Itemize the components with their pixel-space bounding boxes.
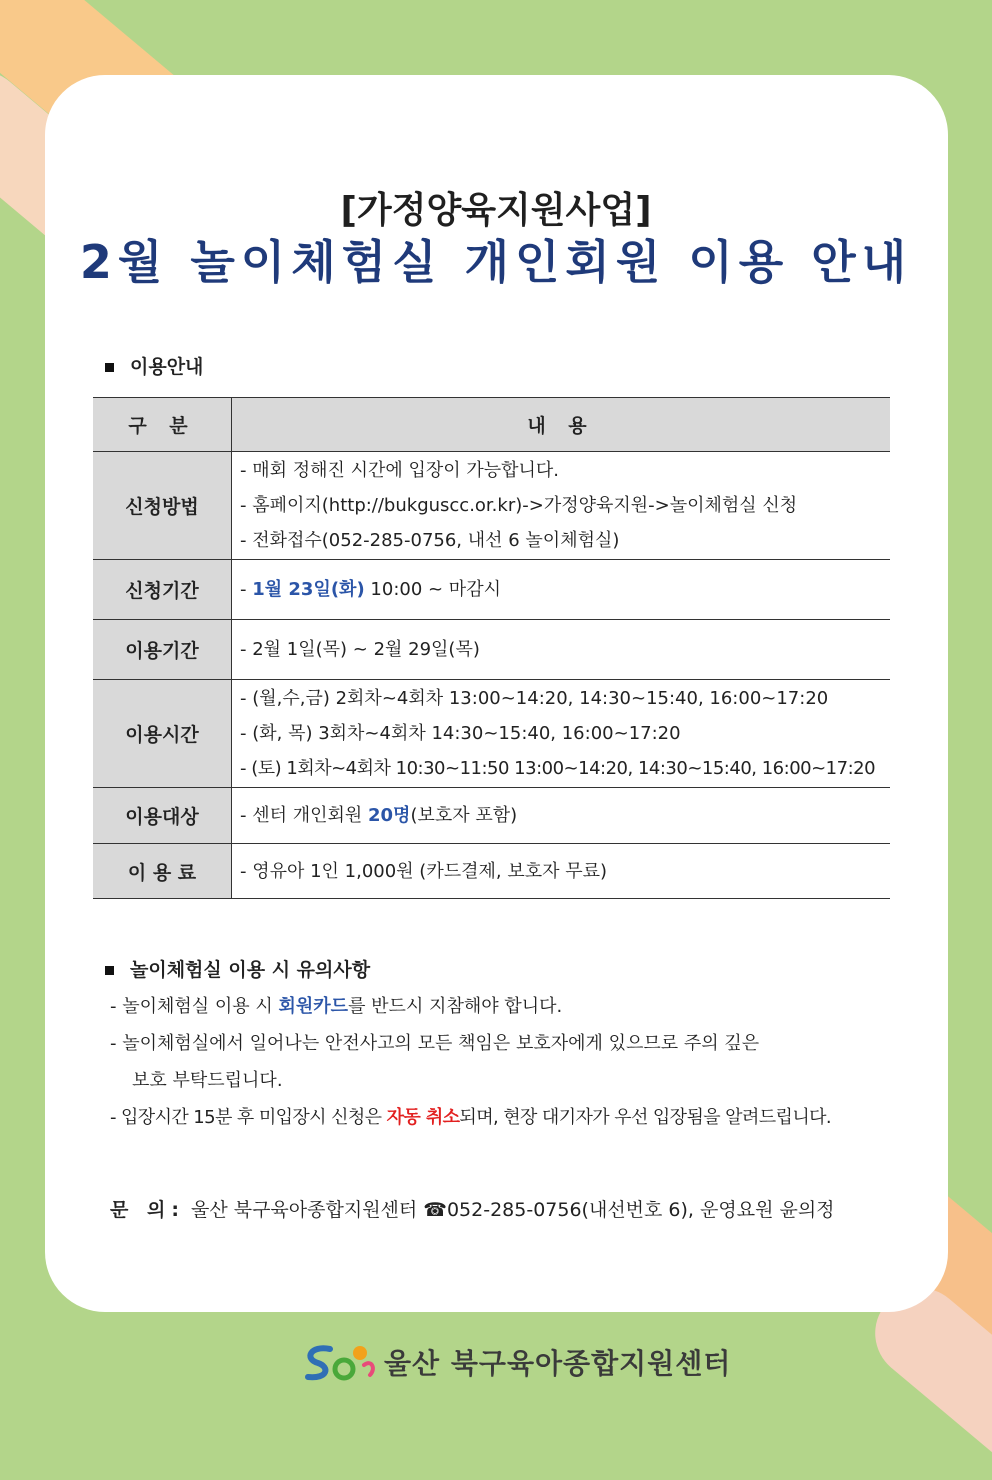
contact-label: 문 의: bbox=[110, 1199, 185, 1221]
bullet-square-icon bbox=[105, 363, 114, 372]
note-text: - 입장시간 15분 후 미입장시 신청은 bbox=[110, 1107, 387, 1128]
note-item-continued: 보호 부탁드립니다. bbox=[132, 1070, 283, 1091]
page-subtitle: [가정양육지원사업] bbox=[340, 190, 652, 231]
table-row bbox=[93, 560, 890, 620]
content-line: - 매회 정해진 시간에 입장이 가능합니다. bbox=[240, 460, 560, 481]
content-suffix: (보호자 포함) bbox=[410, 805, 518, 826]
row-content: - 영유아 1인 1,000원 (카드결제, 보호자 무료) bbox=[232, 844, 891, 899]
row-content bbox=[232, 680, 891, 788]
content-prefix: - 센터 개인회원 bbox=[240, 805, 368, 826]
table-row bbox=[93, 844, 890, 899]
page-title: 2월 놀이체험실 개인회원 이용 안내 bbox=[79, 235, 913, 289]
bullet-square-icon bbox=[105, 966, 114, 975]
row-label: 이용시간 bbox=[93, 680, 232, 788]
row-label: 이 용 료 bbox=[93, 844, 232, 899]
notes-heading-text: 놀이체험실 이용 시 유의사항 bbox=[130, 959, 371, 981]
content-line: - (토) 1회차~4회차 10:30~11:50 13:00~14:20, 14:30~15:40, 16:00~17:20 bbox=[240, 758, 876, 779]
row-label: 이용기간 bbox=[93, 620, 232, 680]
note-text: 되며, 현장 대기자가 우선 입장됨을 알려드립니다. bbox=[459, 1107, 832, 1128]
content-line: - 홈페이지(http://bukguscc.or.kr)->가정양육지원->놀이체험실 신청 bbox=[240, 495, 798, 516]
row-content bbox=[232, 788, 891, 844]
note-item: - 놀이체험실에서 일어나는 안전사고의 모든 책임은 보호자에게 있으므로 주의 깊은 bbox=[110, 1033, 760, 1054]
content-line: - (화, 목) 3회차~4회차 14:30~15:40, 16:00~17:20 bbox=[240, 723, 681, 744]
contact-info bbox=[110, 1195, 835, 1222]
capacity-highlight: 20명 bbox=[368, 805, 411, 826]
auto-cancel-highlight: 자동 취소 bbox=[386, 1107, 460, 1128]
member-card-highlight: 회원카드 bbox=[278, 996, 349, 1017]
usage-heading-text: 이용안내 bbox=[130, 356, 204, 378]
table-header-row bbox=[93, 398, 890, 452]
content-prefix: - bbox=[240, 579, 253, 600]
usage-section-heading bbox=[105, 352, 203, 379]
row-label: 신청방법 bbox=[93, 452, 232, 560]
row-content: - 2월 1일(목) ~ 2월 29일(목) bbox=[232, 620, 891, 680]
content-suffix: 10:00 ~ 마감시 bbox=[364, 579, 501, 600]
row-label: 신청기간 bbox=[93, 560, 232, 620]
table-row bbox=[93, 680, 890, 788]
content-line: - (월,수,금) 2회차~4회차 13:00~14:20, 14:30~15:40, 16:00~17:20 bbox=[240, 688, 829, 709]
header-category: 구 분 bbox=[93, 398, 232, 452]
table-row bbox=[93, 452, 890, 560]
note-text: 를 반드시 지참해야 합니다. bbox=[348, 996, 563, 1017]
header-content: 내 용 bbox=[232, 398, 891, 452]
row-content bbox=[232, 560, 891, 620]
application-date-highlight: 1월 23일(화) bbox=[252, 579, 365, 600]
table-row bbox=[93, 620, 890, 680]
note-item bbox=[110, 1099, 831, 1136]
row-label: 이용대상 bbox=[93, 788, 232, 844]
usage-table bbox=[93, 397, 890, 899]
note-text: - 놀이체험실 이용 시 bbox=[110, 996, 279, 1017]
footer bbox=[300, 1338, 731, 1386]
contact-text: 울산 북구육아종합지원센터 ☎052-285-0756(내선번호 6), 운영요원 윤의정 bbox=[190, 1199, 835, 1221]
notes-section-heading bbox=[105, 955, 370, 982]
table-row bbox=[93, 788, 890, 844]
footer-org-name: 울산 북구육아종합지원센터 bbox=[384, 1347, 732, 1380]
content-line: - 전화접수(052-285-0756, 내선 6 놀이체험실) bbox=[240, 530, 620, 551]
row-content bbox=[232, 452, 891, 560]
notes-list bbox=[110, 988, 831, 1136]
center-logo-icon bbox=[300, 1339, 380, 1385]
note-item bbox=[110, 988, 831, 1025]
